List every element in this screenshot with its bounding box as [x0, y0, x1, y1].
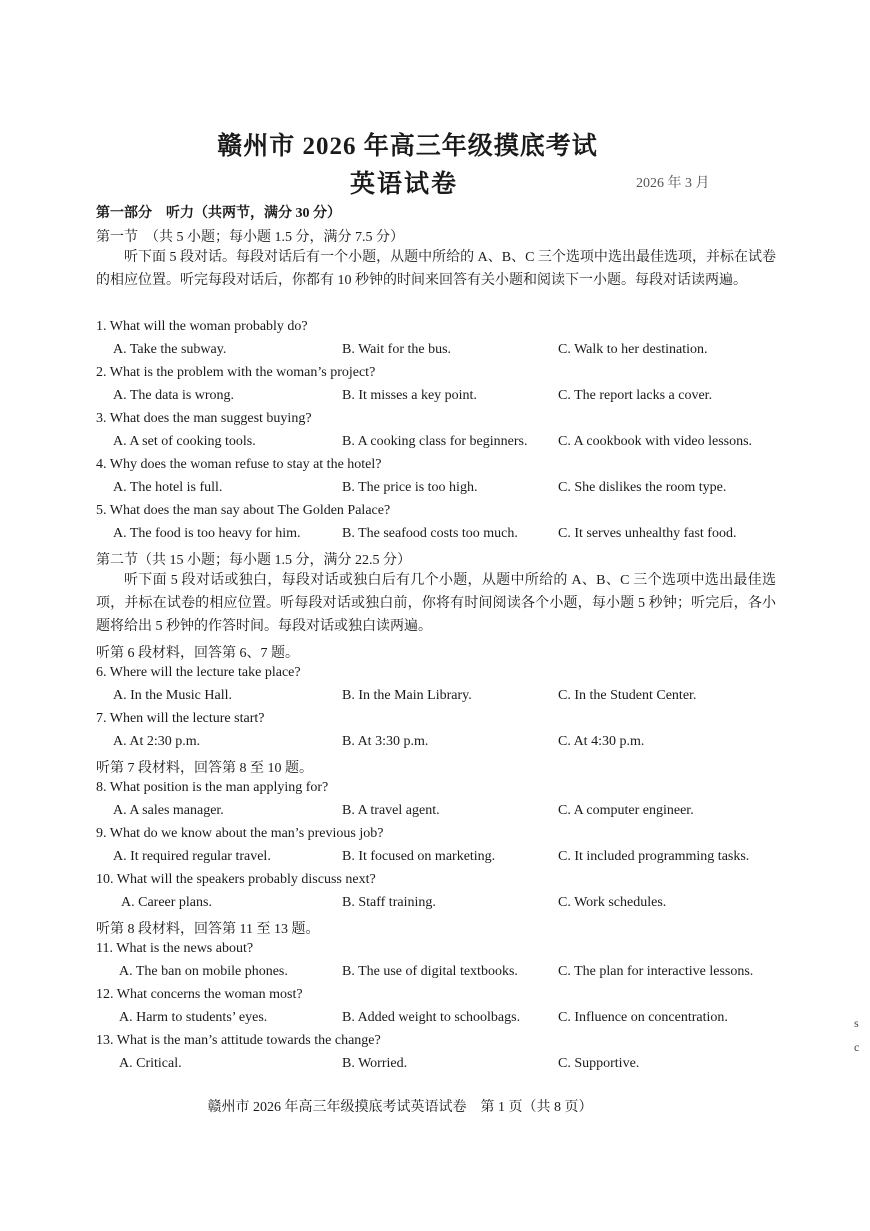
- q13-option-c: C. Supportive.: [558, 1056, 640, 1071]
- q9-option-a: A. It required regular travel.: [113, 849, 271, 864]
- q3-option-b: B. A cooking class for beginners.: [342, 434, 528, 449]
- q3-option-a: A. A set of cooking tools.: [113, 434, 256, 449]
- section2-heading: 第二节（共 15 小题；每小题 1.5 分，满分 22.5 分）: [96, 553, 411, 568]
- question-10: 10. What will the speakers probably discuss next?: [96, 872, 376, 887]
- q8-option-a: A. A sales manager.: [113, 803, 224, 818]
- question-11: 11. What is the news about?: [96, 941, 254, 956]
- material-7-note: 听第 7 段材料，回答第 8 至 10 题。: [96, 761, 313, 776]
- question-9: 9. What do we know about the man’s previous job?: [96, 826, 384, 841]
- q3-option-c: C. A cookbook with video lessons.: [558, 434, 753, 449]
- q4-option-c: C. She dislikes the room type.: [558, 480, 727, 495]
- section1-heading: 第一节 （共 5 小题；每小题 1.5 分，满分 7.5 分）: [96, 230, 404, 245]
- q10-option-c: C. Work schedules.: [558, 895, 667, 910]
- q11-option-b: B. The use of digital textbooks.: [342, 964, 518, 979]
- page-footer: 赣州市 2026 年高三年级摸底考试英语试卷 第 1 页（共 8 页）: [207, 1100, 593, 1115]
- q5-option-a: A. The food is too heavy for him.: [113, 526, 301, 541]
- q9-option-c: C. It included programming tasks.: [558, 849, 750, 864]
- question-5: 5. What does the man say about The Golden Palace?: [96, 503, 391, 518]
- q10-option-b: B. Staff training.: [342, 895, 436, 910]
- q2-option-c: C. The report lacks a cover.: [558, 388, 713, 403]
- q12-option-c: C. Influence on concentration.: [558, 1010, 728, 1025]
- margin-mark-c: c: [854, 1040, 860, 1054]
- margin-mark-s: s: [854, 1016, 859, 1030]
- q12-option-a: A. Harm to students’ eyes.: [119, 1010, 268, 1025]
- exam-subtitle: 英语试卷: [350, 171, 459, 198]
- q1-option-a: A. Take the subway.: [113, 342, 227, 357]
- question-7: 7. When will the lecture start?: [96, 711, 265, 726]
- q8-option-b: B. A travel agent.: [342, 803, 440, 818]
- q5-option-b: B. The seafood costs too much.: [342, 526, 518, 541]
- question-1: 1. What will the woman probably do?: [96, 319, 308, 334]
- q13-option-b: B. Worried.: [342, 1056, 408, 1071]
- question-6: 6. Where will the lecture take place?: [96, 665, 301, 680]
- q6-option-b: B. In the Main Library.: [342, 688, 472, 703]
- q5-option-c: C. It serves unhealthy fast food.: [558, 526, 737, 541]
- question-3: 3. What does the man suggest buying?: [96, 411, 312, 426]
- q9-option-b: B. It focused on marketing.: [342, 849, 496, 864]
- q13-option-a: A. Critical.: [119, 1056, 182, 1071]
- q2-option-a: A. The data is wrong.: [113, 388, 235, 403]
- part1-heading: 第一部分 听力（共两节，满分 30 分）: [96, 206, 341, 221]
- q11-option-c: C. The plan for interactive lessons.: [558, 964, 754, 979]
- section1-instructions: 听下面 5 段对话。每段对话后有一个小题，从题中所给的 A、B、C 三个选项中选出最佳选项，并标在试卷的相应位置。听完每段对话后，你都有 10 秒钟的时间来回答有关小题和阅读下一小题。每段对话读两遍。: [96, 250, 776, 288]
- question-4: 4. Why does the woman refuse to stay at the hotel?: [96, 457, 382, 472]
- q11-option-a: A. The ban on mobile phones.: [119, 964, 288, 979]
- section2-instructions: 听下面 5 段对话或独白，每段对话或独白后有几个小题，从题中所给的 A、B、C 三个选项中选出最佳选项，并标在试卷的相应位置。听每段对话或独白前，你将有时间阅读各个小题，每小题 5 秒钟；听完后，各小题将给出 5 秒钟的作答时间。每段对话或独白读两遍。: [96, 573, 776, 634]
- question-12: 12. What concerns the woman most?: [96, 987, 303, 1002]
- material-6-note: 听第 6 段材料，回答第 6、7 题。: [96, 646, 299, 661]
- q4-option-b: B. The price is too high.: [342, 480, 478, 495]
- question-8: 8. What position is the man applying for?: [96, 780, 329, 795]
- material-8-note: 听第 8 段材料，回答第 11 至 13 题。: [96, 922, 320, 937]
- q7-option-b: B. At 3:30 p.m.: [342, 734, 429, 749]
- q8-option-c: C. A computer engineer.: [558, 803, 694, 818]
- q7-option-a: A. At 2:30 p.m.: [113, 734, 201, 749]
- question-2: 2. What is the problem with the woman’s project?: [96, 365, 376, 380]
- q12-option-b: B. Added weight to schoolbags.: [342, 1010, 521, 1025]
- q7-option-c: C. At 4:30 p.m.: [558, 734, 645, 749]
- q6-option-a: A. In the Music Hall.: [113, 688, 232, 703]
- q2-option-b: B. It misses a key point.: [342, 388, 477, 403]
- q10-option-a: A. Career plans.: [121, 895, 212, 910]
- question-13: 13. What is the man’s attitude towards the change?: [96, 1033, 381, 1048]
- q4-option-a: A. The hotel is full.: [113, 480, 223, 495]
- q6-option-c: C. In the Student Center.: [558, 688, 697, 703]
- q1-option-c: C. Walk to her destination.: [558, 342, 708, 357]
- q1-option-b: B. Wait for the bus.: [342, 342, 452, 357]
- exam-date: 2026 年 3 月: [636, 176, 710, 191]
- exam-title: 赣州市 2026 年高三年级摸底考试: [217, 133, 598, 160]
